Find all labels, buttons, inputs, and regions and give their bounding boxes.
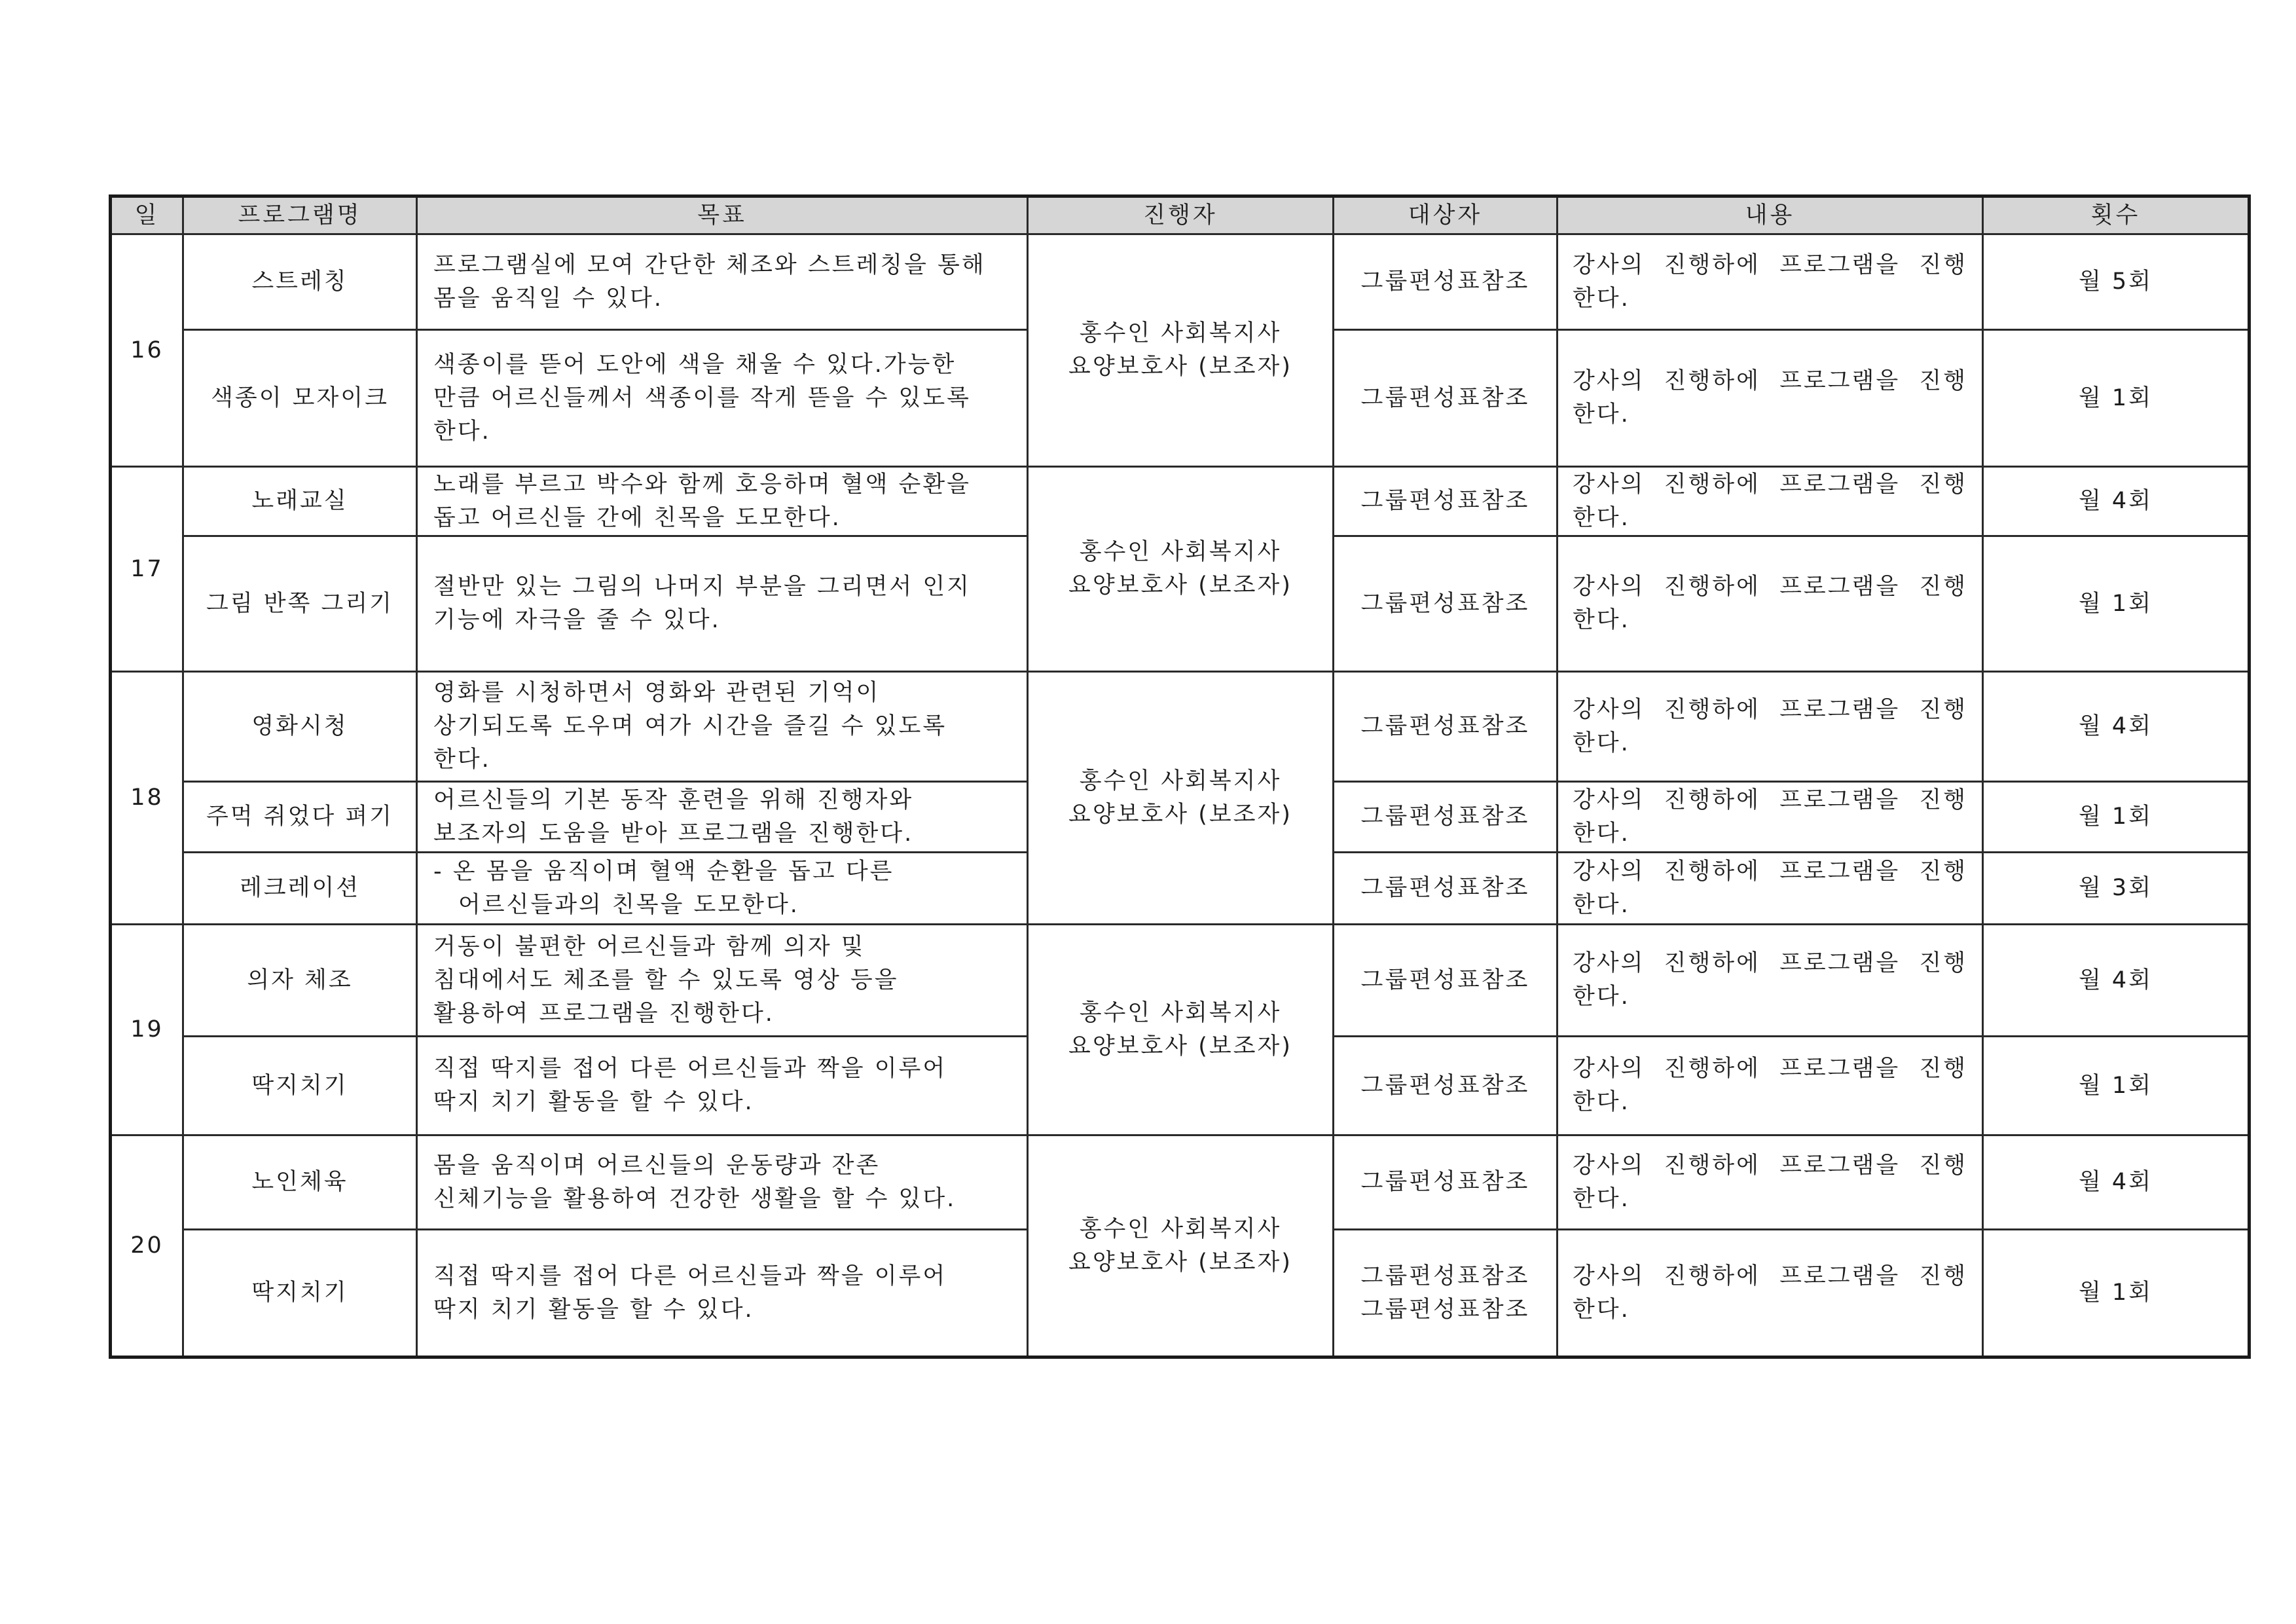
header-leader: 진행자: [1028, 196, 1334, 234]
content-line: 강사의 진행하에 프로그램을 진행: [1573, 950, 1967, 976]
leader-line: 요양보호사 (보조자): [1068, 354, 1292, 380]
program-row: [111, 234, 2250, 330]
target-line: 그룹편성표참조: [1360, 384, 1530, 411]
goal-line: 몸을 움직일 수 있다.: [433, 285, 663, 312]
leader-line: 홍수인 사회복지사: [1079, 999, 1282, 1026]
header-day: 일: [111, 196, 183, 234]
target-line: 그룹편성표참조: [1360, 713, 1530, 739]
program-goal: [417, 672, 1028, 782]
program-content: [1558, 672, 1983, 782]
leader-line: 요양보호사 (보조자): [1068, 801, 1292, 828]
program-count: 월 1회: [1983, 1230, 2250, 1357]
goal-line: - 온 몸을 움직이며 혈액 순환을 돕고 다른: [433, 858, 894, 885]
target-line: 그룹편성표참조: [1360, 803, 1530, 830]
program-target: [1334, 234, 1558, 330]
program-goal: [417, 536, 1028, 672]
program-name: 스트레칭: [183, 234, 417, 330]
goal-line: 보조자의 도움을 받아 프로그램을 진행한다.: [433, 820, 914, 847]
content-line: 강사의 진행하에 프로그램을 진행: [1573, 1152, 1967, 1179]
target-line: 그룹편성표참조: [1360, 590, 1530, 617]
program-count: 월 1회: [1983, 1037, 2250, 1135]
content-line: 강사의 진행하에 프로그램을 진행: [1573, 251, 1967, 278]
content-line: 강사의 진행하에 프로그램을 진행: [1573, 368, 1967, 394]
target-line: 그룹편성표참조: [1360, 875, 1530, 901]
program-name: 의자 체조: [183, 925, 417, 1037]
leader-line: 홍수인 사회복지사: [1079, 320, 1282, 346]
program-schedule-table: [109, 194, 2251, 1359]
program-leader: [1028, 925, 1334, 1135]
program-goal: [417, 234, 1028, 330]
program-name: 딱지치기: [183, 1037, 417, 1135]
program-leader: [1028, 1135, 1334, 1357]
program-content: [1558, 853, 1983, 925]
program-goal: [417, 853, 1028, 925]
content-line: 강사의 진행하에 프로그램을 진행: [1573, 858, 1967, 885]
content-line: 한다.: [1573, 729, 1630, 756]
leader-line: 홍수인 사회복지사: [1079, 767, 1282, 794]
goal-line: 프로그램실에 모여 간단한 체조와 스트레칭을 통해: [433, 251, 986, 278]
content-line: 한다.: [1573, 1296, 1630, 1323]
program-content: [1558, 1230, 1983, 1357]
program-row: [111, 672, 2250, 782]
goal-line: 만큼 어르신들께서 색종이를 작게 뜯을 수 있도록: [433, 384, 971, 411]
day-cell: 17: [111, 467, 183, 672]
header-target: 대상자: [1334, 196, 1558, 234]
program-content: [1558, 1037, 1983, 1135]
content-line: 강사의 진행하에 프로그램을 진행: [1573, 1056, 1967, 1082]
goal-line: 딱지 치기 활동을 할 수 있다.: [433, 1296, 754, 1323]
program-row: [111, 1135, 2250, 1230]
program-name: 레크레이션: [183, 853, 417, 925]
header-program: 프로그램명: [183, 196, 417, 234]
content-line: 한다.: [1573, 504, 1630, 531]
target-line: 그룹편성표참조: [1360, 967, 1530, 993]
program-name: 색종이 모자이크: [183, 330, 417, 467]
goal-line: 영화를 시청하면서 영화와 관련된 기억이: [433, 680, 881, 706]
program-target: [1334, 330, 1558, 467]
content-line: 강사의 진행하에 프로그램을 진행: [1573, 1263, 1967, 1289]
program-goal: [417, 782, 1028, 853]
program-target: [1334, 1037, 1558, 1135]
program-name: 그림 반쪽 그리기: [183, 536, 417, 672]
content-line: 한다.: [1573, 984, 1630, 1010]
goal-line: 한다.: [433, 747, 491, 773]
program-content: [1558, 925, 1983, 1037]
program-target: [1334, 536, 1558, 672]
program-name: 노인체육: [183, 1135, 417, 1230]
content-line: 강사의 진행하에 프로그램을 진행: [1573, 574, 1967, 600]
program-goal: [417, 1037, 1028, 1135]
program-name: 노래교실: [183, 467, 417, 536]
content-line: 강사의 진행하에 프로그램을 진행: [1573, 696, 1967, 723]
program-content: [1558, 330, 1983, 467]
header-content: 내용: [1558, 196, 1983, 234]
day-cell: 20: [111, 1135, 183, 1357]
goal-line: 몸을 움직이며 어르신들의 운동량과 잔존: [433, 1152, 881, 1179]
program-count: 월 1회: [1983, 536, 2250, 672]
leader-line: 홍수인 사회복지사: [1079, 1215, 1282, 1242]
program-name: 딱지치기: [183, 1230, 417, 1357]
leader-line: 요양보호사 (보조자): [1068, 572, 1292, 599]
program-content: [1558, 1135, 1983, 1230]
goal-line: 기능에 자극을 줄 수 있다.: [433, 607, 721, 633]
program-leader: [1028, 467, 1334, 672]
program-content: [1558, 782, 1983, 853]
program-goal: [417, 330, 1028, 467]
goal-line: 절반만 있는 그림의 나머지 부분을 그리면서 인지: [433, 574, 971, 600]
goal-line: 노래를 부르고 박수와 함께 호응하며 혈액 순환을: [433, 471, 971, 498]
program-target: [1334, 782, 1558, 853]
program-content: [1558, 467, 1983, 536]
goal-line: 돕고 어르신들 간에 친목을 도모한다.: [433, 504, 841, 531]
program-target: [1334, 925, 1558, 1037]
leader-line: 요양보호사 (보조자): [1068, 1249, 1292, 1276]
leader-line: 요양보호사 (보조자): [1068, 1033, 1292, 1060]
goal-line: 직접 딱지를 접어 다른 어르신들과 짝을 이루어: [433, 1056, 947, 1082]
leader-line: 홍수인 사회복지사: [1079, 539, 1282, 565]
program-goal: [417, 925, 1028, 1037]
program-target: [1334, 853, 1558, 925]
program-goal: [417, 467, 1028, 536]
content-line: 한다.: [1573, 607, 1630, 633]
day-cell: 19: [111, 925, 183, 1135]
goal-line: 색종이를 뜯어 도안에 색을 채울 수 있다.가능한: [433, 351, 957, 378]
program-count: 월 5회: [1983, 234, 2250, 330]
program-count: 월 4회: [1983, 672, 2250, 782]
program-content: [1558, 234, 1983, 330]
content-line: 한다.: [1573, 285, 1630, 312]
content-line: 강사의 진행하에 프로그램을 진행: [1573, 786, 1967, 813]
goal-line: 직접 딱지를 접어 다른 어르신들과 짝을 이루어: [433, 1263, 947, 1289]
program-count: 월 1회: [1983, 782, 2250, 853]
program-count: 월 1회: [1983, 330, 2250, 467]
goal-line: 신체기능을 활용하여 건강한 생활을 할 수 있다.: [433, 1185, 957, 1212]
program-target: [1334, 1135, 1558, 1230]
goal-line: 한다.: [433, 418, 491, 445]
header-goal: 목표: [417, 196, 1028, 234]
goal-line: 상기되도록 도우며 여가 시간을 즐길 수 있도록: [433, 713, 947, 739]
target-line: 그룹편성표참조: [1360, 1169, 1530, 1195]
content-line: 강사의 진행하에 프로그램을 진행: [1573, 471, 1967, 498]
target-line: 그룹편성표참조: [1360, 268, 1530, 295]
target-line: 그룹편성표참조: [1360, 1296, 1530, 1323]
content-line: 한다.: [1573, 1185, 1630, 1212]
day-cell: 18: [111, 672, 183, 925]
program-name: 주먹 쥐었다 펴기: [183, 782, 417, 853]
program-count: 월 4회: [1983, 467, 2250, 536]
content-line: 한다.: [1573, 1089, 1630, 1115]
program-target: [1334, 672, 1558, 782]
program-goal: [417, 1230, 1028, 1357]
program-count: 월 4회: [1983, 1135, 2250, 1230]
target-line: 그룹편성표참조: [1360, 1263, 1530, 1289]
program-leader: [1028, 234, 1334, 467]
program-target: [1334, 467, 1558, 536]
program-name: 영화시청: [183, 672, 417, 782]
header-row: [111, 196, 2250, 234]
goal-line: 활용하여 프로그램을 진행한다.: [433, 1000, 774, 1027]
header-count: 횟수: [1983, 196, 2250, 234]
target-line: 그룹편성표참조: [1360, 1072, 1530, 1099]
content-line: 한다.: [1573, 401, 1630, 428]
program-count: 월 3회: [1983, 853, 2250, 925]
goal-line: 거동이 불편한 어르신들과 함께 의자 및: [433, 933, 866, 960]
content-line: 한다.: [1573, 820, 1630, 847]
goal-line: 딱지 치기 활동을 할 수 있다.: [433, 1089, 754, 1115]
program-content: [1558, 536, 1983, 672]
program-goal: [417, 1135, 1028, 1230]
content-line: 한다.: [1573, 891, 1630, 918]
day-cell: 16: [111, 234, 183, 467]
program-row: [111, 467, 2250, 536]
program-target: [1334, 1230, 1558, 1357]
goal-line: 어르신들과의 친목을 도모한다.: [458, 891, 799, 918]
program-leader: [1028, 672, 1334, 925]
goal-line: 어르신들의 기본 동작 훈련을 위해 진행자와: [433, 786, 914, 813]
target-line: 그룹편성표참조: [1360, 488, 1530, 514]
goal-line: 침대에서도 체조를 할 수 있도록 영상 등을: [433, 967, 899, 993]
program-count: 월 4회: [1983, 925, 2250, 1037]
program-row: [111, 925, 2250, 1037]
